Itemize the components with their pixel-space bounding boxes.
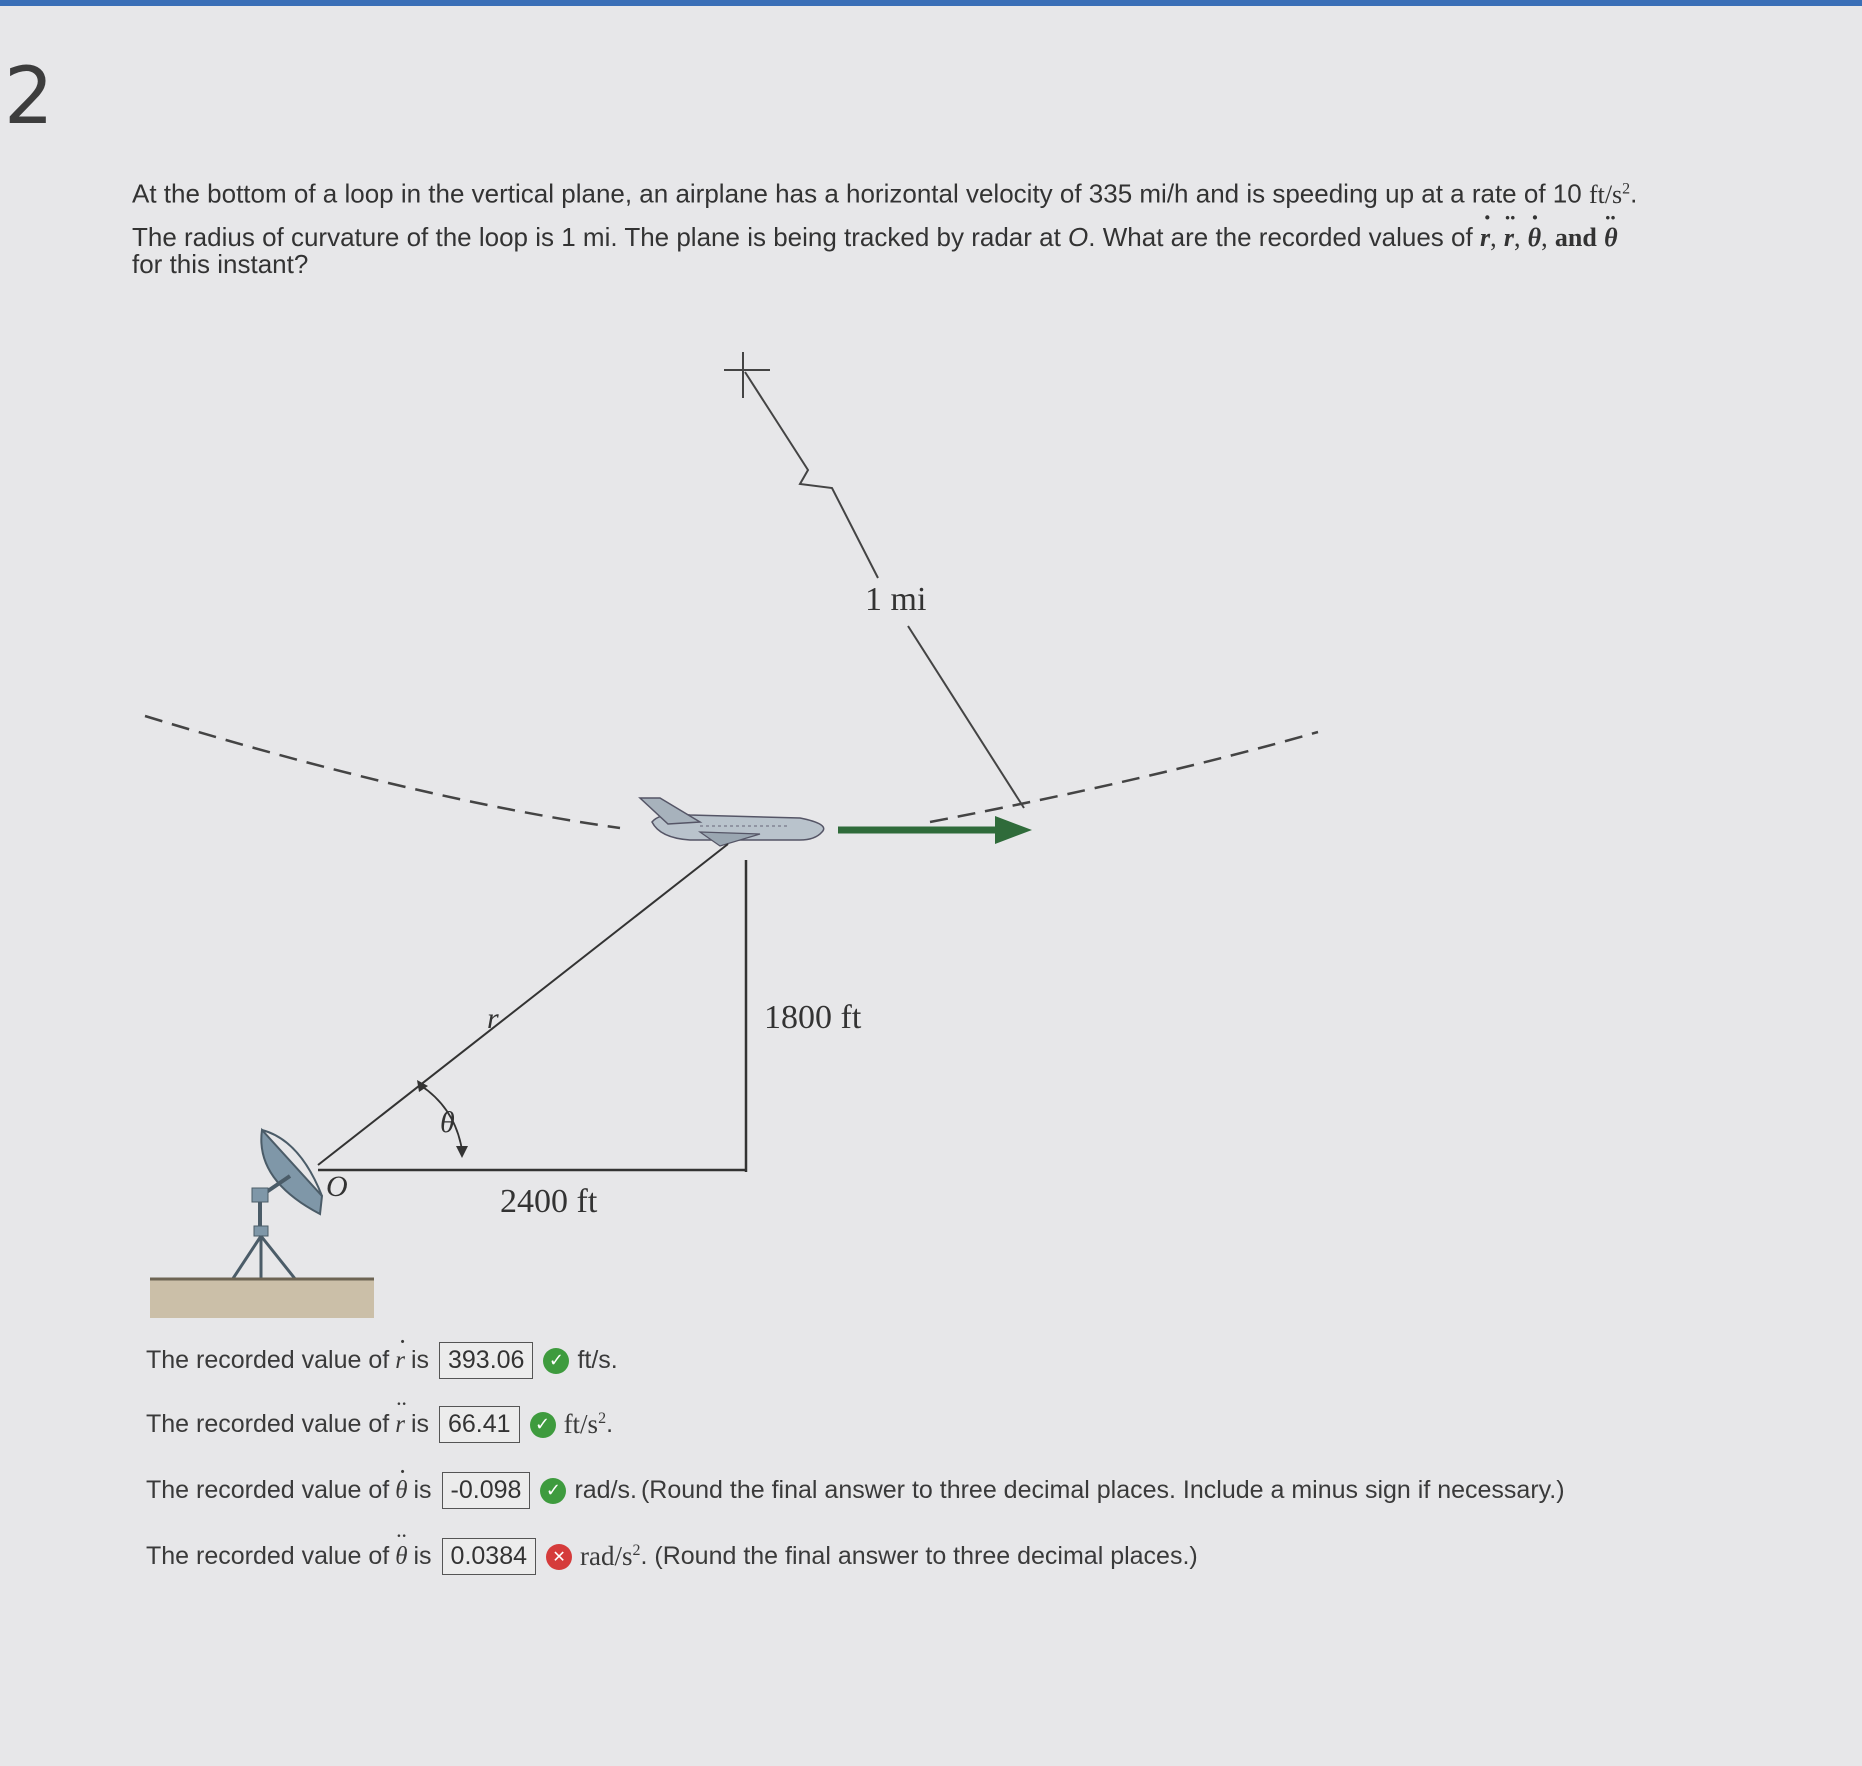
comma-1: , [1490, 222, 1497, 252]
problem-line-3: for this instant? [132, 248, 309, 279]
loop-path-left [145, 716, 620, 828]
answer-unit-exp: 2 [632, 1542, 641, 1559]
incorrect-x-icon: ✕ [546, 1544, 572, 1570]
answer-prefix: The recorded value of [146, 1542, 390, 1570]
r-line [318, 844, 728, 1165]
origin-label: O [326, 1170, 348, 1203]
answer-unit [564, 1409, 607, 1440]
answer-suffix: is [413, 1476, 432, 1504]
theta-ddot-symbol: ·· θ [1604, 217, 1618, 259]
answer-symbol-theta-dot: · θ [395, 1477, 407, 1505]
answer-symbol-r-ddot: ·· r [395, 1411, 405, 1439]
answer-row-theta-dot [146, 1472, 1565, 1509]
radius-line-bottom [908, 626, 1024, 808]
r-label: r [487, 1002, 499, 1035]
answer-prefix: The recorded value of [146, 1410, 390, 1438]
and-word: and [1554, 222, 1597, 252]
theta-label: θ [440, 1106, 455, 1139]
r-dot-symbol: · r [1480, 217, 1490, 259]
answer-suffix: is [413, 1542, 432, 1570]
problem-line-1: At the bottom of a loop in the vertical plane, an airplane has a horizontal velocity of 335 mi/h and is speeding up at a rate of 10 $ft/s^2$. [132, 178, 1638, 209]
r-ddot-symbol: ·· r [1504, 217, 1514, 259]
accel-unit-text: ft/s [1588, 179, 1623, 209]
answer-input-r-dot[interactable]: 393.06 [439, 1342, 533, 1379]
answer-note: . [606, 1410, 614, 1438]
problem-text-2b: . What are the recorded values of [1088, 221, 1473, 252]
answer-unit: ft/s. [577, 1346, 618, 1374]
answer-note: (Round the final answer to three decimal places. Include a minus sign if necessary.) [640, 1476, 1565, 1504]
question-number: 2 [4, 52, 54, 142]
radius-label: 1 mi [865, 581, 927, 618]
answer-input-r-ddot[interactable]: 66.41 [439, 1406, 520, 1443]
answer-row-r-dot [146, 1342, 618, 1379]
answer-unit-text: ft/s [563, 1409, 599, 1439]
radius-line-top [745, 372, 878, 578]
theta-arc-head-bottom [456, 1146, 468, 1158]
airplane-icon [640, 798, 824, 846]
base-label: 2400 ft [500, 1183, 598, 1220]
answer-unit [580, 1541, 640, 1572]
answer-input-theta-ddot[interactable]: 0.0384 [442, 1538, 536, 1575]
answer-row-theta-ddot [146, 1538, 1198, 1575]
height-label: 1800 ft [764, 999, 862, 1036]
comma-3: , [1541, 222, 1548, 252]
answer-row-r-ddot [146, 1406, 613, 1443]
radar-dish-icon [232, 1130, 322, 1280]
velocity-arrow-head [995, 816, 1032, 844]
answer-unit-exp: 2 [598, 1410, 607, 1427]
answer-unit: rad/s. [574, 1476, 637, 1504]
answer-symbol-r-dot: · r [395, 1347, 405, 1375]
answer-input-theta-dot[interactable]: -0.098 [442, 1472, 531, 1509]
answer-suffix: is [410, 1346, 429, 1374]
origin-ref: O [1068, 221, 1089, 252]
correct-check-icon: ✓ [543, 1348, 569, 1374]
correct-check-icon: ✓ [540, 1478, 566, 1504]
answer-symbol-theta-ddot: ·· θ [395, 1543, 407, 1571]
comma-2: , [1513, 222, 1521, 252]
theta-dot-symbol: · θ [1528, 217, 1542, 259]
accel-unit-exp: 2 [1622, 180, 1631, 197]
answer-prefix: The recorded value of [146, 1476, 390, 1504]
problem-text-1: At the bottom of a loop in the vertical plane, an airplane has a horizontal velocity of 335 mi/h and is speeding up at a rate of 10 [132, 178, 1582, 209]
problem-text-2: The radius of curvature of the loop is 1 mi. The plane is being tracked by radar at [132, 221, 1061, 252]
answer-note: . (Round the final answer to three decimal places.) [640, 1542, 1198, 1570]
answer-unit-text: rad/s [580, 1541, 633, 1571]
correct-check-icon: ✓ [530, 1412, 556, 1438]
answer-prefix: The recorded value of [146, 1346, 390, 1374]
ground-block [150, 1278, 374, 1318]
answer-suffix: is [410, 1410, 429, 1438]
loop-path-right [930, 732, 1318, 822]
